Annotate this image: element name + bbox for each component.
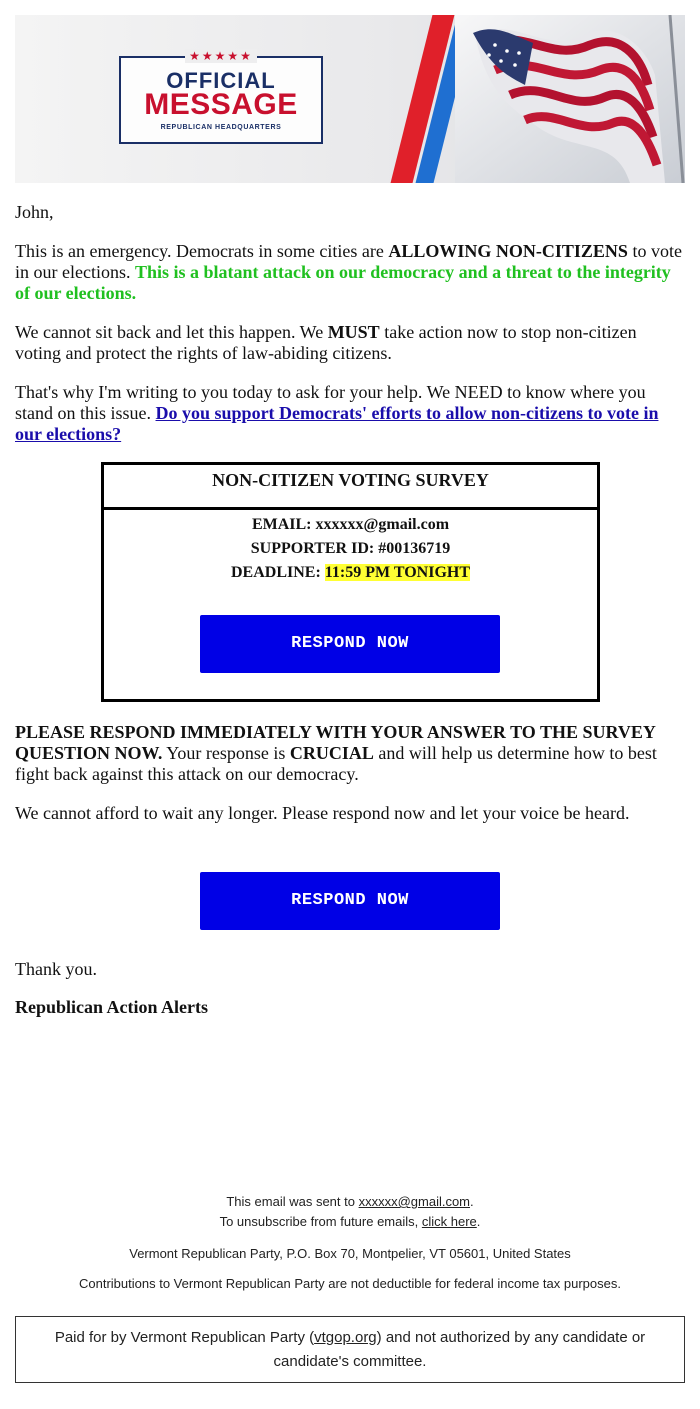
- disclaimer-prefix: Paid for by Vermont Republican Party (: [54, 1329, 315, 1346]
- paragraph-ask-help: [15, 382, 687, 445]
- survey-title: NON-CITIZEN VOTING SURVEY: [104, 465, 597, 510]
- survey-email-value: xxxxxx@gmail.com: [315, 516, 450, 533]
- p1-text-c: to vote in our elections.: [15, 241, 682, 282]
- p3-text-a: That's why I'm writing to you today to ask for your help. We NEED to know where you stand on this issue.: [15, 382, 646, 423]
- p1-text-a: This is an emergency. Democrats in some cities are: [15, 241, 389, 261]
- survey-box: [101, 462, 600, 702]
- paragraph-emergency: [15, 241, 687, 304]
- p4-bold-respond: PLEASE RESPOND IMMEDIATELY WITH YOUR ANSWER TO THE SURVEY QUESTION NOW.: [15, 722, 656, 763]
- p1-bold-noncitizens: ALLOWING NON-CITIZENS: [388, 241, 628, 261]
- survey-supporter-label: SUPPORTER ID:: [250, 540, 379, 557]
- footer-sent-prefix: This email was sent to: [226, 1194, 359, 1209]
- survey-question-link[interactable]: Do you support Democrats' efforts to allow non-citizens to vote in our elections?: [15, 403, 659, 444]
- footer-address: Vermont Republican Party, P.O. Box 70, Montpelier, VT 05601, United States: [129, 1246, 571, 1261]
- footer-email-link[interactable]: xxxxxx@gmail.com: [358, 1194, 471, 1209]
- paid-for-disclaimer: [15, 1316, 685, 1383]
- footer-tax-notice: Contributions to Vermont Republican Party are not deductible for federal income tax purposes.: [79, 1276, 621, 1291]
- p2-text-c: take action now to stop non-citizen voting and protect the rights of law-abiding citizens.: [15, 322, 637, 363]
- logo-stars-text: ★★★★★: [185, 49, 257, 63]
- logo-line-official: OFFICIAL: [166, 68, 276, 93]
- paragraph-take-action: [15, 322, 687, 364]
- header-banner: [15, 15, 685, 183]
- logo-line-message: MESSAGE: [144, 88, 298, 121]
- survey-deadline-label: DEADLINE:: [231, 564, 325, 581]
- greeting: [15, 202, 687, 223]
- logo-line-hq: REPUBLICAN HEADQUARTERS: [160, 124, 282, 131]
- footer-unsub-suffix: .: [476, 1214, 481, 1229]
- signature-text: Republican Action Alerts: [15, 997, 209, 1017]
- survey-supporter-value: #00136719: [378, 540, 451, 557]
- respond-now-button-survey[interactable]: RESPOND NOW: [200, 615, 500, 673]
- p4-bold-crucial: CRUCIAL: [289, 743, 374, 763]
- survey-deadline-value: 11:59 PM TONIGHT: [324, 564, 470, 581]
- survey-supporter-line: [104, 537, 597, 561]
- signature: [15, 997, 687, 1018]
- survey-email-line: [104, 513, 597, 537]
- greeting-text: John,: [15, 202, 54, 222]
- footer-unsub-prefix: To unsubscribe from future emails,: [219, 1214, 422, 1229]
- unsubscribe-link[interactable]: click here: [421, 1214, 477, 1229]
- survey-email-label: EMAIL:: [251, 516, 316, 533]
- survey-details: [104, 510, 597, 585]
- p4-text-b: Your response is: [162, 743, 290, 763]
- survey-deadline-line: [104, 561, 597, 585]
- closing: [15, 959, 687, 980]
- disclaimer-suffix: ) and not authorized by any candidate or candidate's committee.: [273, 1329, 646, 1370]
- footer-sent-to: [15, 1192, 685, 1232]
- american-flag-image: [455, 15, 685, 183]
- p5-text: We cannot afford to wait any longer. Please respond now and let your voice be heard.: [15, 803, 630, 823]
- paragraph-cannot-wait: [15, 803, 687, 824]
- p1-green-warning: This is a blatant attack on our democracy and a threat to the integrity of our elections.: [15, 262, 671, 303]
- vtgop-link[interactable]: vtgop.org: [314, 1329, 377, 1346]
- p2-text-a: We cannot sit back and let this happen. We: [15, 322, 328, 342]
- respond-now-button[interactable]: RESPOND NOW: [200, 872, 500, 930]
- p4-text-d: and will help us determine how to best fight back against this attack on our democracy.: [15, 743, 657, 784]
- logo-stars: [121, 49, 321, 63]
- paragraph-respond-immediately: [15, 722, 687, 785]
- p2-bold-must: MUST: [327, 322, 380, 342]
- footer-sent-suffix: .: [470, 1194, 474, 1209]
- closing-text: Thank you.: [15, 959, 97, 979]
- official-message-logo: [119, 49, 323, 144]
